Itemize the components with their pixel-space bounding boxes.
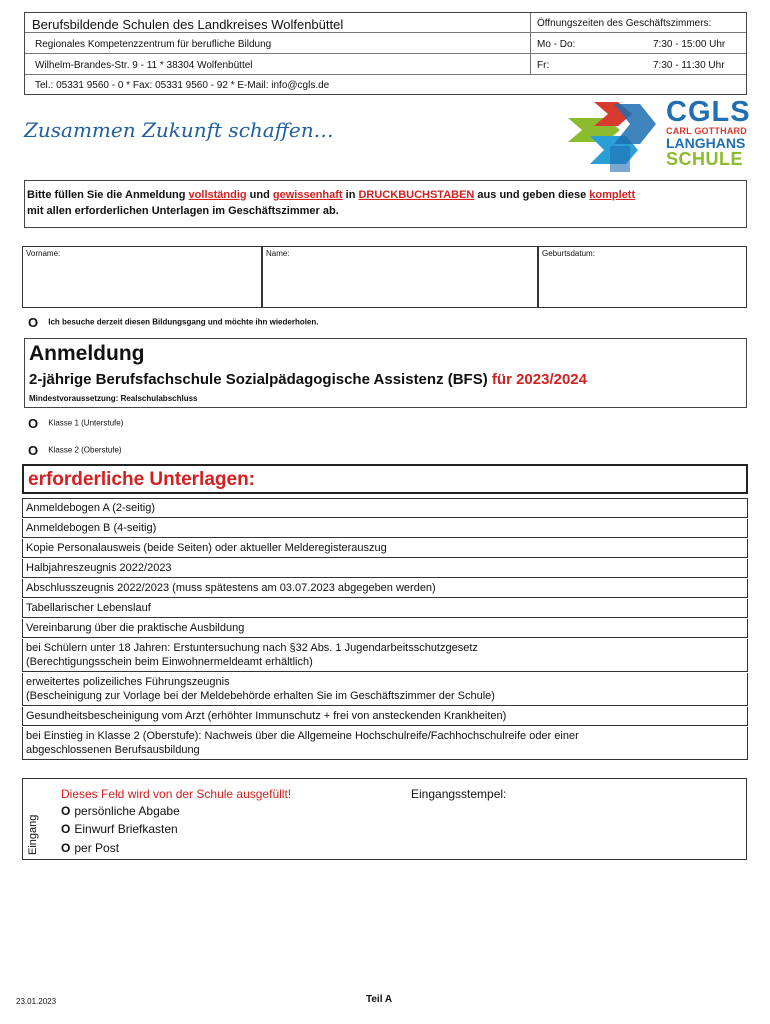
klasse-1-label: Klasse 1 (Unterstufe) xyxy=(48,418,124,428)
unterlagen-item-line: Vereinbarung über die praktische Ausbildung xyxy=(26,622,245,634)
unterlagen-item-line: Anmeldebogen A (2-seitig) xyxy=(26,502,156,514)
unterlagen-item xyxy=(22,707,748,726)
klasse-2-radio-icon[interactable]: O xyxy=(28,443,39,458)
vorname-label: Vorname: xyxy=(26,249,61,258)
hours-time-2: 7:30 - 11:30 Uhr xyxy=(653,60,725,71)
eingang-option-2-label: Einwurf Briefkasten xyxy=(74,822,178,836)
logo-line1: CARL GOTTHARD xyxy=(666,126,747,136)
instr-emph-complete: vollständig xyxy=(188,189,247,201)
logo-arrows-icon xyxy=(560,96,664,176)
header-divider xyxy=(530,13,531,75)
hours-days-2: Fr: xyxy=(537,60,550,71)
eingang-vertical-label: Eingang xyxy=(27,814,39,855)
repeat-label: Ich besuche derzeit diesen Bildungsgang und möchte ihn wiederholen. xyxy=(48,317,319,327)
unterlagen-item xyxy=(22,519,748,538)
eingang-radio-1-icon[interactable]: O xyxy=(61,804,71,818)
unterlagen-item-line: Gesundheitsbescheinigung vom Arzt (erhöhter Immunschutz + frei von ansteckenden Krankheiten) xyxy=(26,710,507,722)
vorname-field[interactable] xyxy=(22,246,262,308)
unterlagen-item-line: Anmeldebogen B (4-seitig) xyxy=(26,522,157,534)
eingang-note: Dieses Feld wird von der Schule ausgefüllt! xyxy=(61,787,292,801)
instr-text-4: aus und geben diese xyxy=(474,189,590,201)
anmeldung-box xyxy=(24,338,747,408)
contact-line: Tel.: 05331 9560 - 0 * Fax: 05331 9560 - 92 * E-Mail: info@cgls.de xyxy=(35,80,330,91)
header-row-2 xyxy=(25,34,746,54)
unterlagen-item-line: abgeschlossenen Berufsausbildung xyxy=(26,744,200,756)
hours-days-1: Mo - Do: xyxy=(537,39,576,50)
footer-date: 23.01.2023 xyxy=(16,997,57,1006)
unterlagen-item xyxy=(22,639,748,672)
logo-line3: SCHULE xyxy=(666,149,744,169)
center-name: Regionales Kompetenzzentrum für berufliche Bildung xyxy=(35,39,272,50)
instr-text-3: in xyxy=(342,189,359,201)
anmeldung-title: Anmeldung xyxy=(29,342,145,365)
logo-line2: LANGHANS xyxy=(666,135,746,151)
header-row-1 xyxy=(25,13,746,33)
slogan: Zusammen Zukunft schaffen… xyxy=(24,118,334,142)
instr-text-2: und xyxy=(246,189,273,201)
anmeldung-subtitle xyxy=(29,371,587,388)
repeat-radio-icon[interactable]: O xyxy=(28,315,39,330)
school-year: für 2023/2024 xyxy=(491,371,587,388)
instructions-box xyxy=(24,180,747,228)
unterlagen-item-line: bei Schülern unter 18 Jahren: Erstuntersuchung nach §32 Abs. 1 Jugendarbeitsschutzgesetz xyxy=(26,642,478,654)
unterlagen-item-line: Kopie Personalausweis (beide Seiten) oder aktueller Melderegisterauszug xyxy=(26,542,387,554)
header-row-3 xyxy=(25,55,746,75)
minimum-requirement: Mindestvoraussetzung: Realschulabschluss xyxy=(29,394,198,403)
unterlagen-item-line: Tabellarischer Lebenslauf xyxy=(26,602,151,614)
eingang-radio-3-icon[interactable]: O xyxy=(61,841,71,855)
address: Wilhelm-Brandes-Str. 9 - 11 * 38304 Wolfenbüttel xyxy=(35,60,253,71)
unterlagen-item-line: Halbjahreszeugnis 2022/2023 xyxy=(26,562,172,574)
eingang-box xyxy=(22,778,747,860)
name-field[interactable] xyxy=(262,246,538,308)
hours-time-1: 7:30 - 15:00 Uhr xyxy=(653,39,726,50)
logo-abbr: CGLS xyxy=(666,96,751,128)
instr-text-5: mit allen erforderlichen Unterlagen im Geschäftszimmer ab. xyxy=(27,205,339,217)
name-label: Name: xyxy=(266,249,290,258)
klasse-2-label: Klasse 2 (Oberstufe) xyxy=(48,445,122,455)
klasse-1-option[interactable] xyxy=(28,416,123,431)
eingang-option-3-label: per Post xyxy=(74,841,120,855)
unterlagen-item xyxy=(22,619,748,638)
school-name: Berufsbildende Schulen des Landkreises Wolfenbüttel xyxy=(32,17,344,32)
eingang-radio-2-icon[interactable]: O xyxy=(61,822,71,836)
instr-text-1: Bitte füllen Sie die Anmeldung xyxy=(27,189,189,201)
eingang-option-1-label: persönliche Abgabe xyxy=(74,804,180,818)
repeat-option[interactable] xyxy=(28,315,319,330)
klasse-1-radio-icon[interactable]: O xyxy=(28,416,39,431)
unterlagen-list xyxy=(22,497,748,760)
header-row-4 xyxy=(25,76,746,96)
unterlagen-item xyxy=(22,579,748,598)
eingang-option-3[interactable] xyxy=(61,841,119,855)
program-name: 2-jährige Berufsfachschule Sozialpädagogische Assistenz (BFS) xyxy=(29,371,488,388)
geburtsdatum-field[interactable] xyxy=(538,246,747,308)
unterlagen-item xyxy=(22,727,748,760)
instr-emph-full: komplett xyxy=(589,189,636,201)
school-logo xyxy=(560,96,750,176)
hours-title: Öffnungszeiten des Geschäftszimmers: xyxy=(537,18,712,29)
eingangsstempel-label: Eingangsstempel: xyxy=(411,787,507,801)
unterlagen-item-line: bei Einstieg in Klasse 2 (Oberstufe): Nachweis über die Allgemeine Hochschulreife/Fachhochschulreife oder einer xyxy=(26,730,579,742)
unterlagen-item xyxy=(22,559,748,578)
unterlagen-item-line: erweitertes polizeiliches Führungszeugnis xyxy=(26,676,230,688)
header-table xyxy=(24,12,747,95)
geburtsdatum-label: Geburtsdatum: xyxy=(542,249,595,258)
unterlagen-item xyxy=(22,599,748,618)
instr-emph-careful: gewissenhaft xyxy=(272,189,343,201)
eingang-option-1[interactable] xyxy=(61,804,180,818)
unterlagen-item xyxy=(22,498,748,518)
unterlagen-title: erforderliche Unterlagen: xyxy=(22,464,748,494)
klasse-2-option[interactable] xyxy=(28,443,122,458)
eingang-option-2[interactable] xyxy=(61,822,178,836)
unterlagen-item-line: (Bescheinigung zur Vorlage bei der Meldebehörde erhalten Sie im Geschäftszimmer der Schule) xyxy=(26,690,495,702)
unterlagen-item xyxy=(22,673,748,706)
unterlagen-item-line: Abschlusszeugnis 2022/2023 (muss spätestens am 03.07.2023 abgegeben werden) xyxy=(26,582,436,594)
instr-emph-caps: DRUCKBUCHSTABEN xyxy=(358,189,475,201)
footer-part: Teil A xyxy=(366,994,393,1005)
eingang-vertical xyxy=(25,785,41,855)
unterlagen-item-line: (Berechtigungsschein beim Einwohnermeldeamt erhältlich) xyxy=(26,656,313,668)
unterlagen-item xyxy=(22,539,748,558)
